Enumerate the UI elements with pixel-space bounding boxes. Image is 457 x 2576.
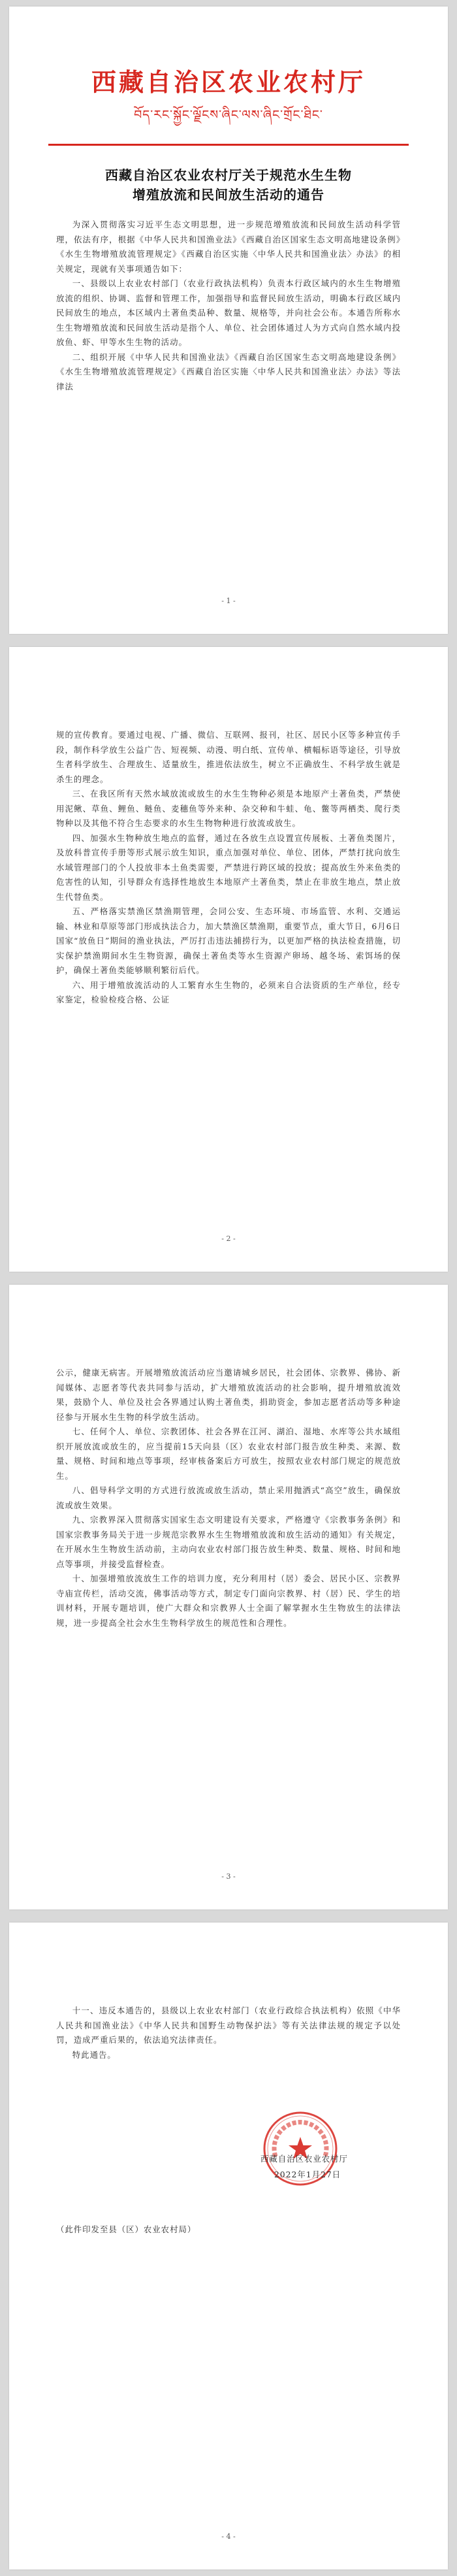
- paragraph-item-10: 十、加强增殖放流放生工作的培训力度，充分利用村（居）委会、居民小区、宗教界寺庙宣传栏，活动交流，佛事活动等方式，制定专门面向宗教界、村（居）民、学生的培训材料，开展专题培训，使广大群众和宗教界人士全面了解掌握水生生物放生的法律法规，进一步提高全社会水生生物科学放生的规范性和合理性。: [56, 1574, 401, 1628]
- paragraph-item-4: 四、加强水生物种放生地点的监督，通过在各放生点设置宣传展板、土著鱼类图片，及放科普宣传手册等形式展示放生知识，重点加强对单位、单位、团体，严禁打扰向放生水域管理部门的个人投放非本土鱼类需要，严禁进行跨区域的投放；提高放生外来鱼类的危害性的认知，引导群众有选择性地放生本地原产土著鱼类，禁止在非放生地点，禁止放生代替鱼类。: [56, 833, 401, 902]
- paragraph-intro: 为深入贯彻落实习近平生态文明思想，进一步规范增殖放流和民间放生活动科学管理，依法有序，根据《中华人民共和国渔业法》《西藏自治区国家生态文明高地建设条例》《水生生物增殖放流管理规定》《西藏自治区实施〈中华人民共和国渔业法〉办法》的相关规定，现就有关事项通告如下：: [56, 220, 401, 274]
- document-page-3: [9, 1285, 448, 1909]
- letterhead: [56, 7, 401, 146]
- page-2-body: [56, 647, 401, 1008]
- paragraph-item-1: 一、县级以上农业农村部门（农业行政执法机构）负责本行政区域内的水生生物增殖放流的组织、协调、监督和管理工作，加强指导和监督民间放生活动，明确本行政区域内民间放生的地点，本区域内土著鱼类品种、数量、规格等，并向社会公布。本通告所称水生生物增殖放流和民间放生活动是指个人、单位、社会团体通过人为方式向自然水域内投放鱼、虾、甲等水生生物的活动。: [56, 278, 401, 347]
- paragraph-item-5: 五、严格落实禁渔区禁渔期管理，会同公安、生态环境、市场监管、水利、交通运输、林业和草原等部门形成执法合力，加大禁渔区禁渔期，重要节点，重大节日，6月6日国家“放鱼日”期间的渔业执法，严厉打击违法捕捞行为，以更加严格的执法检查措施，切实保护禁渔期间水生生物资源，确保土著鱼类等水生资源产卵场、越冬场、索饵场的保护，确保土著鱼类能够顺利繁衍后代。: [56, 906, 401, 975]
- issue-date: 2022年1月27日: [274, 2170, 341, 2179]
- document-page-1: [9, 7, 448, 634]
- paragraph-item-9: 九、宗教界深入贯彻落实国家生态文明建设有关要求，严格遵守《宗教事务条例》和国家宗教事务局关于进一步规范宗教界水生生物增殖放流和放生活动的通知》有关规定，在开展水生生物放生活动前，主动向农业农村部门报告放生种类、数量、规格、时间和地点等事项，并接受监督检查。: [56, 1515, 401, 1569]
- page-1-body: [56, 218, 401, 394]
- paragraph-item-2-cont: 规的宣传教育。要通过电视、广播、微信、互联网、报刊，社区、居民小区等多种宣传手段，制作科学放生公益广告、短视频、动漫、明白纸、宣传单、横幅标语等途径，引导放生者科学放生、合理放生、适量放生，推进依法放生，树立不正确放生、不科学放生就是杀生的理念。: [56, 730, 401, 784]
- letterhead-red-rule: [48, 144, 409, 146]
- agency-name-chinese: 西藏自治区农业农村厅: [91, 68, 366, 97]
- document-page-4: [9, 1923, 448, 2569]
- signature-block: [226, 2109, 370, 2201]
- paragraph-item-11: 十一、违反本通告的，县级以上农业农村部门（农业行政综合执法机构）依照《中华人民共和国渔业法》《中华人民共和国野生动物保护法》等有关法律法规的规定予以处罚，造成严重后果的，依法追究法律责任。: [56, 2006, 401, 2045]
- paragraph-item-6-cont: 公示，健康无病害。开展增殖放流活动应当邀请城乡居民，社会团体、宗教界、佛协、新闻媒体、志愿者等代表共同参与活动，扩大增殖放流活动的社会影响，提升增殖放流效果，鼓励个人、单位及社会各界通过认购土著鱼类，捐助资金，参加志愿者活动等多种途径参与开展水生生物的科学放生活动。: [56, 1368, 401, 1422]
- closing-line: 特此通告。: [72, 2049, 116, 2060]
- paragraph-item-7: 七、任何个人、单位、宗教团体、社会各界在江河、湖泊、湿地、水库等公共水域组织开展放流或放生的，应当提前15天向县（区）农业农村部门报告放生种类、来源、数量、规格、时间和地点等事项，经审核备案后方可放生，按照农业农村部门规定的规范放生。: [56, 1427, 401, 1481]
- page-4-body: [56, 1923, 401, 2062]
- document-page-2: [9, 647, 448, 1272]
- title-line-2: 增殖放流和民间放生活动的通告: [133, 187, 324, 203]
- paragraph-item-3: 三、在我区所有天然水域放流或放生的水生生物种必须是本地原产土著鱼类，严禁使用泥鳅、草鱼、鲤鱼、鲢鱼、麦穗鱼等外来种、杂交种和牛蛙、龟、鳖等两栖类、爬行类物种以及其他不符合生态要求的水生生物物种进行放流或放生。: [56, 789, 401, 828]
- issuer-name: 西藏自治区农业农村厅: [260, 2154, 348, 2164]
- page-number: - 4 -: [221, 2532, 236, 2541]
- document-title: [56, 165, 401, 205]
- paragraph-item-6: 六、用于增殖放流活动的人工繁育水生生物的，必须来自合法资质的生产单位，经专家鉴定，检验检疫合格、公证: [56, 980, 401, 1004]
- page-3-body: [56, 1285, 401, 1630]
- page-number: - 2 -: [221, 1234, 236, 1243]
- paragraph-item-8: 八、倡导科学文明的方式进行放流或放生活动，禁止采用抛洒式“高空”放生，确保放流或放生效果。: [56, 1485, 401, 1510]
- page-number: - 1 -: [221, 597, 236, 605]
- title-line-1: 西藏自治区农业农村厅关于规范水生生物: [105, 167, 352, 183]
- distribution-note: （此件印发至县（区）农业农村局）: [56, 2224, 197, 2234]
- agency-name-tibetan: བོད་རང་སྐྱོང་ལྗོངས་ཞིང་ལས་ཞིང་གྲོང་ཐིང་: [134, 108, 323, 122]
- paragraph-item-2: 二、组织开展《中华人民共和国渔业法》《西藏自治区国家生态文明高地建设条例》《水生生物增殖放流管理规定》《西藏自治区实施〈中华人民共和国渔业法〉办法》等法律法: [56, 352, 401, 391]
- page-number: - 3 -: [221, 1872, 236, 1881]
